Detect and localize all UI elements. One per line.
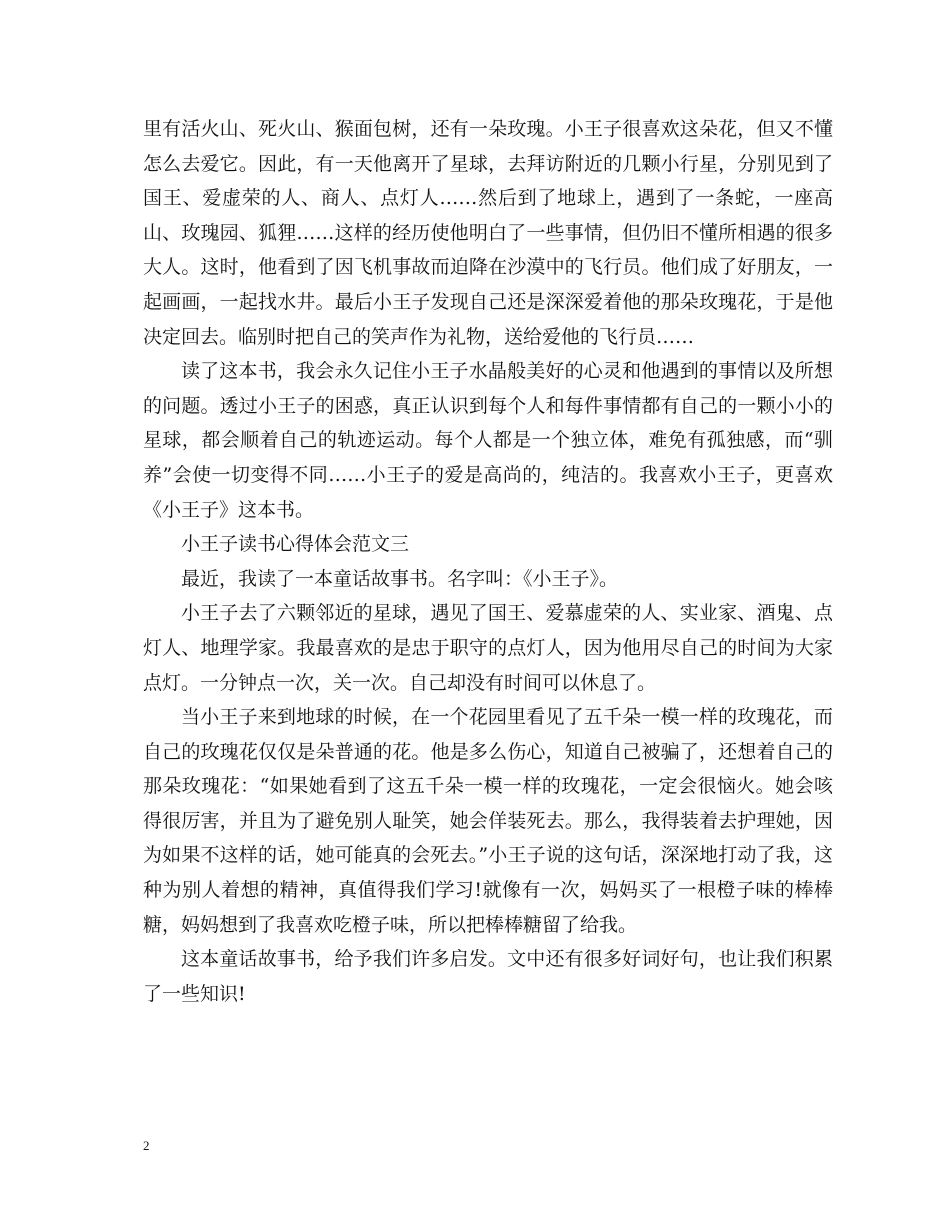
paragraph-continuation: 里有活火山、死火山、猴面包树，还有一朵玫瑰。小王子很喜欢这朵花，但又不懂怎么去爱它。因此，有一天他离开了星球，去拜访附近的几颗小行星，分别见到了国王、爱虚荣的人、商人、点灯人……然后到了地球上，遇到了一条蛇，一座高山、玫瑰园、狐狸……这样的经历使他明白了一些事情，但仍旧不懂所相遇的很多大人。这时，他看到了因飞机事故而迫降在沙漠中的飞行员。他们成了好朋友，一起画画，一起找水井。最后小王子发现自己还是深深爱着他的那朵玫瑰花，于是他决定回去。临别时把自己的笑声作为礼物，送给爱他的飞行员…… — [143, 118, 833, 348]
paragraph-planets: 小王子去了六颗邻近的星球，遇见了国王、爱慕虚荣的人、实业家、酒鬼、点灯人、地理学家。我最喜欢的是忠于职守的点灯人，因为他用尽自己的时间为大家点灯。一分钟点一次，关一次。自己却没有时间可以休息了。 — [143, 602, 833, 694]
section-heading: 小王子读书心得体会范文三 — [181, 533, 410, 556]
paragraph-reflection: 读了这本书，我会永久记住小王子水晶般美好的心灵和他遇到的事情以及所想的问题。透过小王子的困惑，真正认识到每个人和每件事情都有自己的一颗小小的星球，都会顺着自己的轨迹运动。每个人都是一个独立体，难免有孤独感，而“驯养”会使一切变得不同……小王子的爱是高尚的，纯洁的。我喜欢小王子，更喜欢《小王子》这本书。 — [143, 360, 833, 521]
paragraph-roses: 当小王子来到地球的时候，在一个花园里看见了五千朵一模一样的玫瑰花，而自己的玫瑰花仅仅是朵普通的花。他是多么伤心，知道自己被骗了，还想着自己的那朵玫瑰花：“如果她看到了这五千朵一模一样的玫瑰花，一定会很恼火。她会咳得很厉害，并且为了避免别人耻笑，她会佯装死去。那么，我得装着去护理她，因为如果不这样的话，她可能真的会死去。”小王子说的这句话，深深地打动了我，这种为别人着想的精神，真值得我们学习!就像有一次，妈妈买了一根橙子味的棒棒糖，妈妈想到了我喜欢吃橙子味，所以把棒棒糖留了给我。 — [143, 706, 833, 936]
paragraph-intro: 最近，我读了一本童话故事书。名字叫：《小王子》。 — [181, 567, 619, 590]
document-body — [143, 112, 833, 1011]
paragraph-conclusion: 这本童话故事书，给予我们许多启发。文中还有很多好词好句，也让我们积累了一些知识! — [143, 948, 833, 1005]
page-number: 2 — [143, 1138, 150, 1153]
